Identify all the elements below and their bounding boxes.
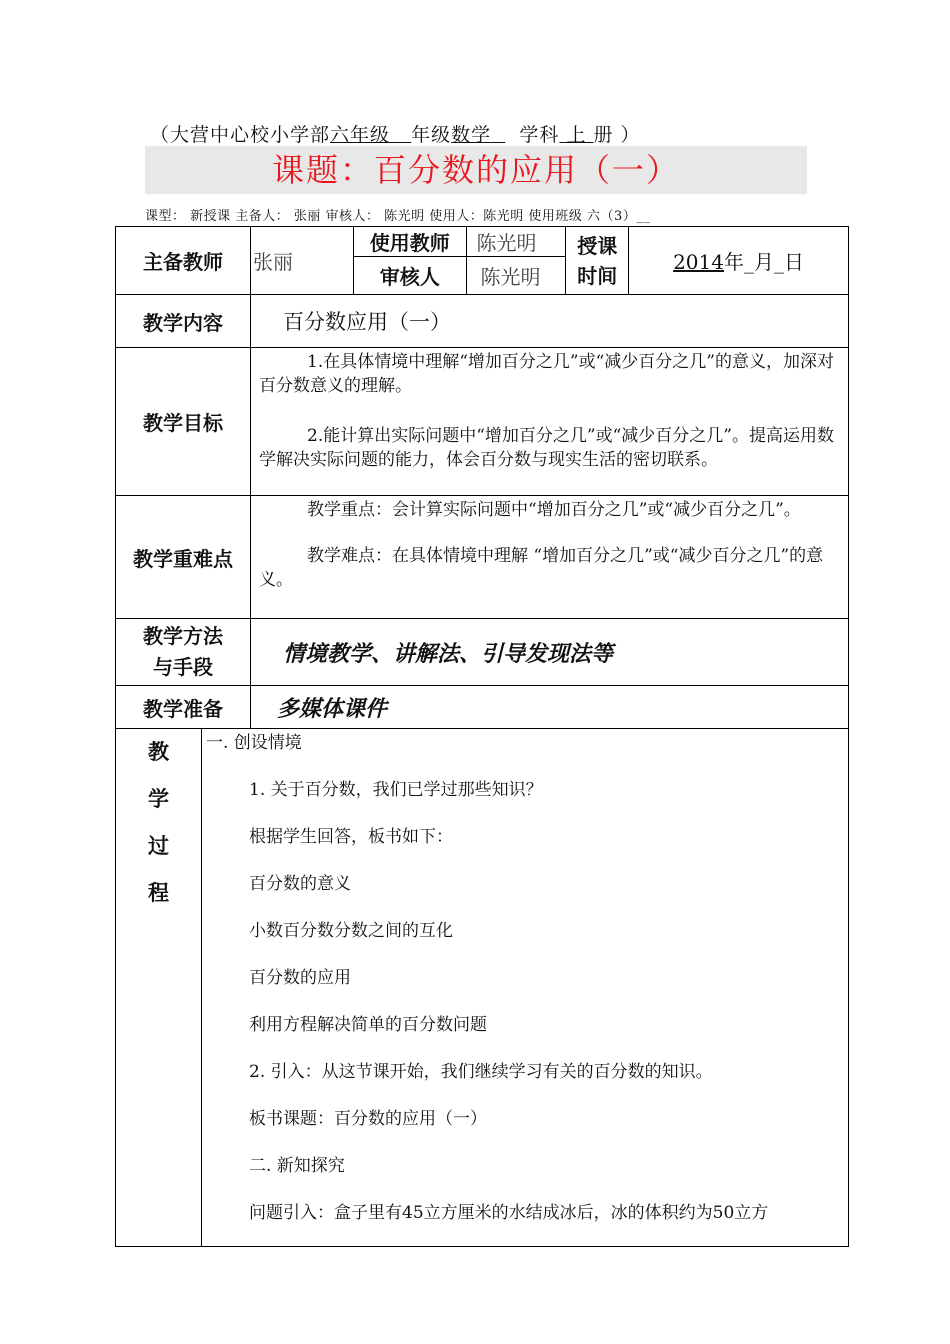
process-line: 1. 关于百分数，我们已学过那些知识？ bbox=[249, 780, 543, 800]
main-teacher-label: 主备教师 bbox=[116, 227, 251, 295]
grade-suffix: 年级 bbox=[411, 124, 452, 146]
volume-value: 上 bbox=[566, 124, 587, 146]
prep-label: 教学准备 bbox=[116, 686, 251, 729]
prep-value: 多媒体课件 bbox=[251, 686, 849, 729]
subject-value: 数学 bbox=[451, 124, 492, 146]
process-label bbox=[116, 729, 202, 1247]
year-value: 2014 bbox=[673, 250, 724, 274]
lesson-title: 课题：百分数的应用（一） bbox=[271, 151, 680, 189]
process-char-3: 过 bbox=[148, 834, 169, 858]
key-points-label: 教学重难点 bbox=[116, 496, 251, 619]
school-text: （大营中心校小学部 bbox=[150, 124, 331, 146]
method-label-2: 与手段 bbox=[153, 655, 213, 679]
content-label: 教学内容 bbox=[116, 295, 251, 348]
time-label-2: 时间 bbox=[577, 263, 618, 288]
use-teacher-value: 陈光明 bbox=[466, 227, 565, 257]
method-label-1: 教学方法 bbox=[143, 624, 223, 648]
process-char-1: 教 bbox=[148, 740, 169, 764]
process-line: 板书课题：百分数的应用（一） bbox=[249, 1109, 487, 1129]
goal-2: 2.能计算出实际问题中“增加百分之几”或“减少百分之几”。提高运用数学解决实际问题的能力，体会百分数与现实生活的密切联系。 bbox=[259, 426, 834, 470]
process-line: 百分数的意义 bbox=[249, 874, 351, 894]
volume-suffix: 册 ） bbox=[593, 124, 641, 146]
process-char-4: 程 bbox=[148, 881, 169, 905]
subject-suffix: 学科 bbox=[519, 124, 560, 146]
process-line: 二. 新知探究 bbox=[249, 1156, 345, 1176]
process-body bbox=[202, 729, 849, 1247]
process-line: 问题引入：盒子里有45立方厘米的水结成冰后，冰的体积约为50立方 bbox=[249, 1203, 769, 1223]
difficult-point: 教学难点：在具体情境中理解 “增加百分之几”或“减少百分之几”的意义。 bbox=[259, 546, 824, 590]
goal-1: 1.在具体情境中理解“增加百分之几”或“减少百分之几”的意义，加深对百分数意义的理解。 bbox=[259, 352, 834, 396]
time-label-1: 授课 bbox=[577, 233, 618, 258]
method-value: 情境教学、讲解法、引导发现法等 bbox=[251, 619, 849, 686]
process-line: 利用方程解决简单的百分数问题 bbox=[249, 1015, 487, 1035]
key-point: 教学重点：会计算实际问题中“增加百分之几”或“减少百分之几”。 bbox=[307, 500, 801, 520]
main-teacher-value: 张丽 bbox=[251, 227, 354, 295]
process-line: 百分数的应用 bbox=[249, 968, 351, 988]
lesson-plan-table bbox=[115, 226, 849, 1247]
process-char-2: 学 bbox=[148, 787, 169, 811]
goals-label: 教学目标 bbox=[116, 348, 251, 496]
content-value: 百分数应用（一） bbox=[251, 295, 849, 348]
process-line: 2. 引入：从这节课开始，我们继续学习有关的百分数的知识。 bbox=[249, 1062, 713, 1082]
reviewer-label: 审核人 bbox=[354, 257, 466, 295]
header-line bbox=[150, 120, 641, 147]
grade-value: 六年级 bbox=[330, 124, 391, 146]
process-line: 一. 创设情境 bbox=[206, 733, 302, 753]
date-rest: 年_月_日 bbox=[723, 250, 804, 274]
date-cell bbox=[629, 227, 849, 295]
reviewer-value: 陈光明 bbox=[466, 257, 565, 295]
meta-line: 课型： 新授课 主备人： 张丽 审核人： 陈光明 使用人：陈光明 使用班级 六（3）__ bbox=[145, 209, 651, 224]
process-line: 根据学生回答，板书如下： bbox=[249, 827, 453, 847]
process-line: 小数百分数分数之间的互化 bbox=[249, 921, 453, 941]
use-teacher-label: 使用教师 bbox=[354, 227, 466, 257]
